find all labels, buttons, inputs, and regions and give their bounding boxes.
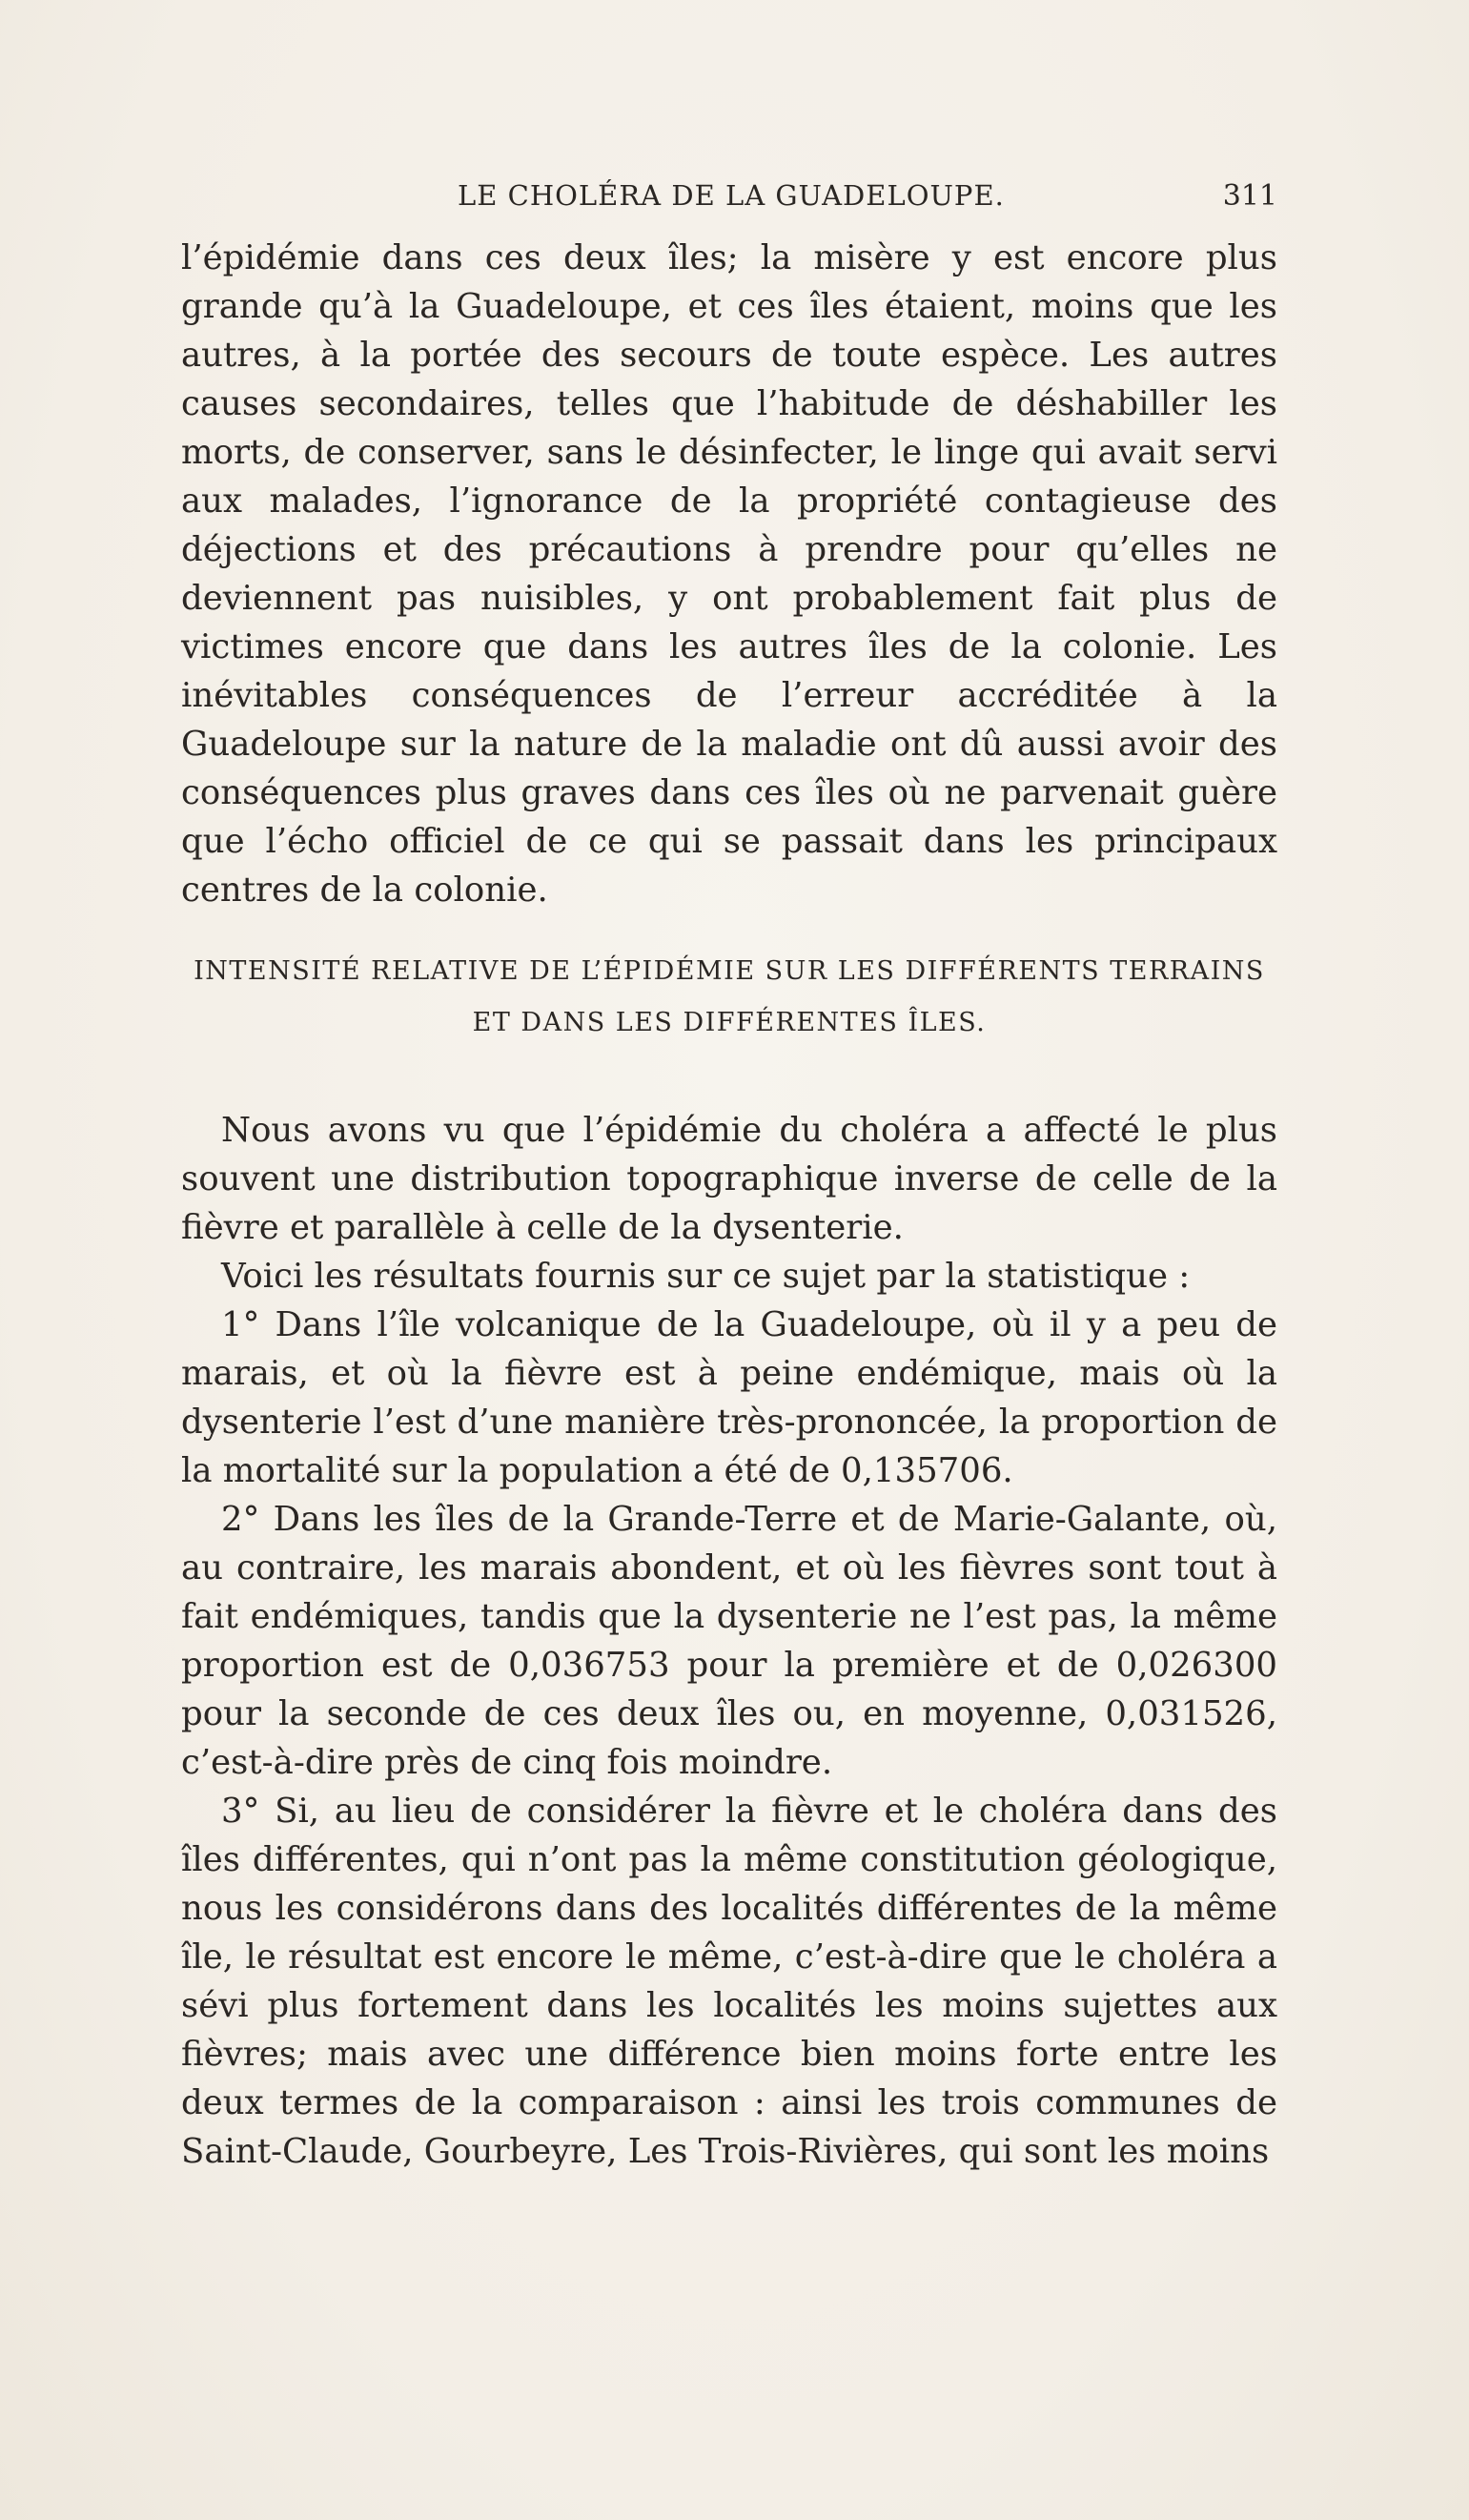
- section-heading-line-1: INTENSITÉ RELATIVE DE L’ÉPIDÉMIE SUR LES DIFFÉRENTS TERRAINS: [194, 956, 1265, 986]
- paragraph: Nous avons vu que l’épidémie du choléra a affecté le plus souvent une distribution topographique inverse de celle de la fièvre et parallèle à celle de la dysenterie.: [181, 1111, 1277, 1247]
- body-text-top: [181, 234, 1277, 914]
- paragraph: 1° Dans l’île volcanique de la Guadeloupe, où il y a peu de marais, et où la fièvre est à peine endémique, mais où la dysenterie l’est d’une manière très-prononcée, la proportion de la mortalité sur la population a été de 0,135706.: [181, 1305, 1277, 1490]
- body-text-bottom: [181, 1106, 1277, 2176]
- paragraph: 3° Si, au lieu de considérer la fièvre et le choléra dans des îles différentes, qui n’ont pas la même constitution géologique, nous les considérons dans des localités différentes de la même île, le résultat est encore le même, c’est-à-dire que le choléra a sévi plus fortement dans les localités les moins sujettes aux fièvres; mais avec une différence bien moins forte entre les deux termes de la comparaison : ainsi les trois communes de Saint-Claude, Gourbeyre, Les Trois-Rivières, qui sont les moins: [181, 1792, 1277, 2171]
- section-heading-line-2: ET DANS LES DIFFÉRENTES ÎLES.: [472, 1008, 987, 1037]
- page-header: [181, 179, 1277, 227]
- paragraph: 2° Dans les îles de la Grande-Terre et de Marie-Galante, où, au contraire, les marais abondent, et où les fièvres sont tout à fait endémiques, tandis que la dysenterie ne l’est pas, la même proportion est de 0,036753 pour la première et de 0,026300 pour la seconde de ces deux îles ou, en moyenne, 0,031526, c’est-à-dire près de cinq fois moindre.: [181, 1500, 1277, 1782]
- section-heading: [181, 946, 1277, 1049]
- paragraph: l’épidémie dans ces deux îles; la misère y est encore plus grande qu’à la Guadeloupe, et ces îles étaient, moins que les autres, à la portée des secours de toute espèce. Les autres causes secondaires, telles que l’habitude de déshabiller les morts, de conserver, sans le désinfecter, le linge qui avait servi aux malades, l’ignorance de la propriété contagieuse des déjections et des précautions à prendre pour qu’elles ne deviennent pas nuisibles, y ont probablement fait plus de victimes encore que dans les autres îles de la colonie. Les inévitables conséquences de l’erreur accréditée à la Guadeloupe sur la nature de la maladie ont dû aussi avoir des conséquences plus graves dans ces îles où ne parvenait guère que l’écho officiel de ce qui se passait dans les principaux centres de la colonie.: [181, 238, 1277, 910]
- running-title: LE CHOLÉRA DE LA GUADELOUPE.: [458, 179, 1005, 212]
- page-number: 311: [1222, 179, 1277, 213]
- paragraph: Voici les résultats fournis sur ce sujet par la statistique :: [221, 1257, 1191, 1296]
